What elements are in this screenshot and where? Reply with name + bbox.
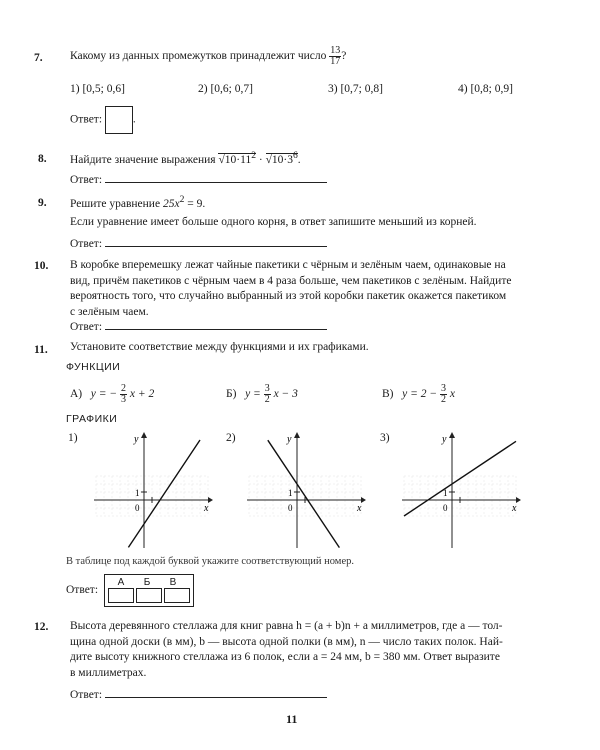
graph-3 xyxy=(400,430,522,550)
q9-number: 9. xyxy=(38,197,47,209)
q8-answer xyxy=(70,172,327,186)
axis-label-x: x xyxy=(512,503,517,514)
tick-label-one: 1 xyxy=(443,488,448,498)
q7-question: Какому из данных промежутков принадлежит число xyxy=(70,50,327,63)
q11-function-b xyxy=(226,384,298,405)
q11-func-v-den: 2 xyxy=(441,394,446,405)
q11-func-v-frac xyxy=(440,384,447,405)
q12-number: 12. xyxy=(34,621,49,633)
q10-line-1: В коробке вперемешку лежат чайные пакетики с чёрным и зелёным чаем, одинаковые на xyxy=(70,259,506,271)
q7-qmark: ? xyxy=(341,50,347,63)
q9-answer-label: Ответ: xyxy=(70,238,103,250)
q11-cell-b[interactable] xyxy=(136,588,162,603)
q11-header-a: А xyxy=(117,577,125,588)
q7-number: 7. xyxy=(34,52,43,64)
x-axis-arrow xyxy=(361,497,366,503)
tick-label-one: 1 xyxy=(135,488,140,498)
q10-line-3: вероятность того, что случайно выбранный из этой коробки пакетик окажется пакетиком xyxy=(70,290,507,302)
q11-func-a-den: 3 xyxy=(121,394,127,405)
q11-function-v xyxy=(382,384,455,405)
q11-answer-label: Ответ: xyxy=(66,584,99,596)
graph-3-label: 3) xyxy=(380,432,390,444)
q9-note: Если уравнение имеет больше одного корня, в ответ запишите меньший из корней. xyxy=(70,216,477,228)
axis-label-y: y xyxy=(134,434,139,445)
q11-func-b-den: 2 xyxy=(264,394,270,405)
q11-header-b: Б xyxy=(143,577,151,588)
q11-func-b-lhs: y = xyxy=(245,388,261,401)
q8-exp2: 6 xyxy=(293,150,298,161)
q9-text xyxy=(70,194,205,210)
function-line xyxy=(268,440,340,547)
q10-answer xyxy=(70,319,327,333)
axis-label-y: y xyxy=(287,434,292,445)
q10-line-2: вид, причём пакетиков с чёрным чаем в 4 раза больше, чем пакетиков с зелёным. Найдите xyxy=(70,274,512,287)
tick-label-zero: 0 xyxy=(135,503,140,513)
q8-answer-line[interactable] xyxy=(105,172,327,183)
q11-func-b-label: Б) xyxy=(226,388,237,401)
q11-table-header-row xyxy=(108,576,190,588)
q8-root1: $√10\cdot 11^2$ xyxy=(218,150,256,166)
graph-1 xyxy=(92,430,214,550)
q11-question: Установите соответствие между функциями и их графиками. xyxy=(70,341,369,353)
axis-label-x: x xyxy=(204,503,209,514)
q11-answer-table xyxy=(104,574,194,607)
x-axis-arrow xyxy=(516,497,521,503)
tick-label-zero: 0 xyxy=(288,503,293,513)
q10-text xyxy=(70,258,570,320)
q11-functions-title: ФУНКЦИИ xyxy=(66,361,121,373)
q11-func-a-rhs: x + 2 xyxy=(129,388,155,401)
q8-root2-body: 10·3 xyxy=(271,153,293,166)
tick-label-one: 1 xyxy=(288,488,293,498)
q9-question: Решите уравнение xyxy=(70,197,161,210)
q9-exp: 2 xyxy=(179,194,185,205)
q8-root2: $√10\cdot 3^6$ xyxy=(265,150,298,166)
q7-fraction xyxy=(329,46,341,67)
page-number: 11 xyxy=(286,712,298,726)
q11-func-v-num: 3 xyxy=(441,383,446,394)
q10-number: 10. xyxy=(34,260,49,272)
q9-answer-line[interactable] xyxy=(105,236,327,247)
q11-graphs-title: ГРАФИКИ xyxy=(66,413,118,425)
q7-answer-box[interactable] xyxy=(105,106,133,134)
q11-function-a xyxy=(70,384,154,405)
q12-answer-line[interactable] xyxy=(105,687,327,698)
q8-end: . xyxy=(297,153,301,166)
q12-answer-label: Ответ: xyxy=(70,689,103,701)
q9-answer xyxy=(70,236,327,250)
q11-func-b-num: 3 xyxy=(264,383,270,394)
q7-answer xyxy=(70,106,136,134)
q7-answer-dot: . xyxy=(132,113,136,126)
q9-equation: 25x xyxy=(162,197,180,210)
q10-answer-label: Ответ: xyxy=(70,321,103,333)
q7-answer-label: Ответ: xyxy=(70,113,103,126)
q8-answer-label: Ответ: xyxy=(70,174,103,186)
q12-answer xyxy=(70,687,327,701)
q7-frac-den: 17 xyxy=(330,56,341,67)
q8-text xyxy=(70,150,301,166)
q11-func-b-rhs: x − 3 xyxy=(273,388,298,401)
q11-func-a-frac xyxy=(120,384,127,405)
q7-text xyxy=(70,46,346,67)
q12-line-4: в миллиметрах. xyxy=(70,666,147,679)
q8-question: Найдите значение выражения xyxy=(70,153,216,166)
q12-text xyxy=(70,619,580,681)
q8-exp1: 2 xyxy=(251,150,256,161)
q10-line-4: с зелёным чаем. xyxy=(70,305,149,318)
q12-line-1: Высота деревянного стеллажа для книг равна h = (a + b)n + a миллиметров, где a — тол- xyxy=(70,620,503,632)
q11-cell-a[interactable] xyxy=(108,588,134,603)
q8-dot: · xyxy=(258,153,263,166)
q7-option-1: 1) [0,5; 0,6] xyxy=(70,83,125,95)
q11-func-a-num: 2 xyxy=(121,383,127,394)
graph-2 xyxy=(245,430,367,550)
q11-table-cells xyxy=(108,588,190,603)
q7-option-4: 4) [0,8; 0,9] xyxy=(458,83,513,95)
x-axis-arrow xyxy=(208,497,213,503)
q11-func-b-frac xyxy=(264,384,271,405)
tick-label-zero: 0 xyxy=(443,503,448,513)
q11-func-v-label: В) xyxy=(382,388,394,401)
q8-root1-body: 10·11 xyxy=(224,153,252,166)
q9-equation-rest: = 9. xyxy=(184,197,206,210)
q11-cell-v[interactable] xyxy=(164,588,190,603)
q11-table-note: В таблице под каждой буквой укажите соответствующий номер. xyxy=(66,556,354,567)
q11-func-v-lhs: y = 2 − xyxy=(402,388,438,401)
axis-label-x: x xyxy=(357,503,362,514)
q7-frac-num: 13 xyxy=(330,45,341,56)
q7-option-2: 2) [0,6; 0,7] xyxy=(198,83,253,95)
q7-option-3: 3) [0,7; 0,8] xyxy=(328,83,383,95)
q11-func-a-label: А) xyxy=(70,388,83,401)
q11-func-a-lhs: y = − xyxy=(90,388,118,401)
q11-number: 11. xyxy=(34,344,48,356)
y-axis-arrow xyxy=(141,432,147,438)
q10-answer-line[interactable] xyxy=(105,319,327,330)
y-axis-arrow xyxy=(449,432,455,438)
q11-func-v-rhs: x xyxy=(449,388,455,401)
q12-line-2: щина одной доски (в мм), b — высота одной полки (в мм), n — число таких полок. Най- xyxy=(70,635,503,648)
axis-label-y: y xyxy=(442,434,447,445)
graph-1-label: 1) xyxy=(68,432,78,444)
q11-header-v: В xyxy=(169,577,177,588)
y-axis-arrow xyxy=(294,432,300,438)
q8-number: 8. xyxy=(38,153,47,165)
graph-2-label: 2) xyxy=(226,432,236,444)
q12-line-3: дите высоту книжного стеллажа из 6 полок, если a = 24 мм, b = 380 мм. Ответ выразите xyxy=(70,651,500,663)
